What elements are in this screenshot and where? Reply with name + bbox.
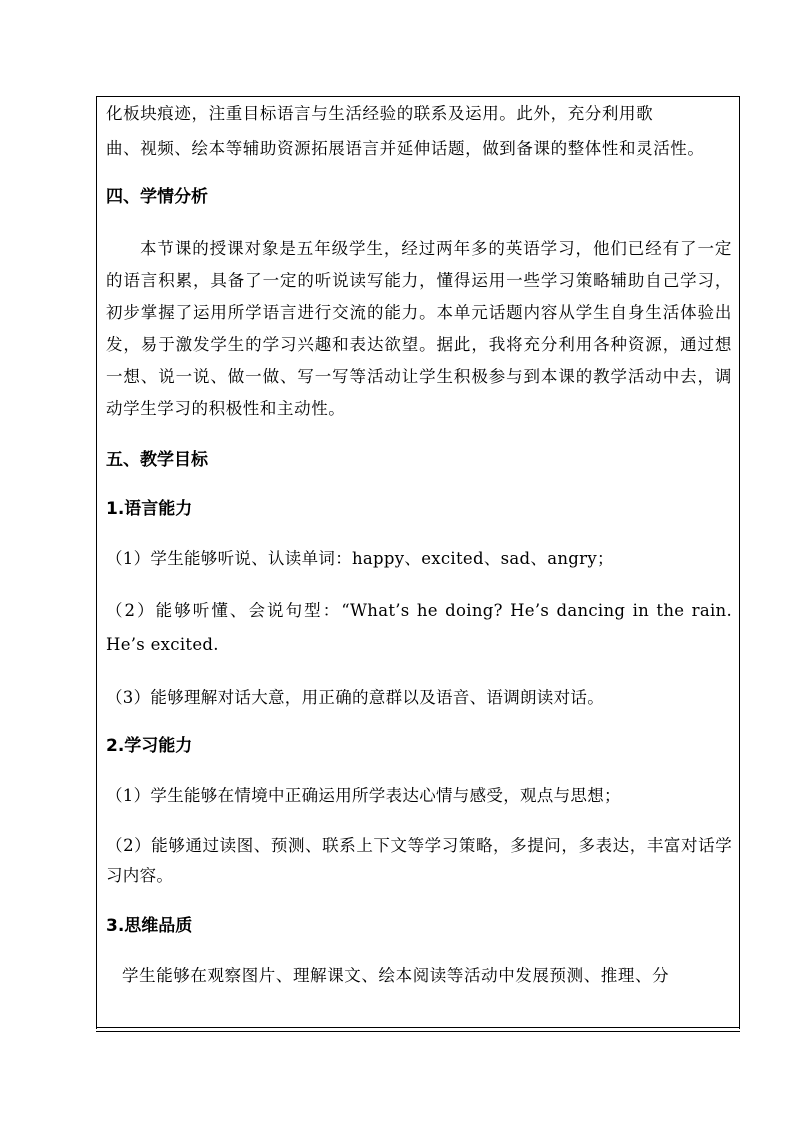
objective-learning-1: （1）学生能够在情境中正确运用所学表达心情与感受，观点与思想； — [106, 786, 621, 805]
intro-paragraph: 曲、视频、绘本等辅助资源拓展语言并延伸话题，做到备课的整体性和灵活性。 — [106, 139, 705, 158]
subheading-thinking-quality: 3.思维品质 — [106, 916, 193, 936]
subheading-language-ability: 1.语言能力 — [106, 499, 193, 519]
objective-language-3: （3）能够理解对话大意，用正确的意群以及语音、语调朗读对话。 — [106, 688, 604, 707]
objective-language-2: （2）能够听懂、会说句型：“What’s he doing? He’s dancing in the rain. He’s excited. — [106, 601, 732, 654]
table-bottom-rule-double — [96, 1031, 740, 1032]
subheading-learning-ability: 2.学习能力 — [106, 736, 193, 756]
table-bottom-rule — [96, 1027, 740, 1028]
objective-learning-2: （2）能够通过读图、预测、联系上下文等学习策略，多提问，多表达，丰富对话学习内容。 — [106, 836, 732, 885]
intro-line-1: 化板块痕迹，注重目标语言与生活经验的联系及运用。此外，充分利用歌 — [106, 104, 654, 123]
thinking-quality-paragraph: 学生能够在观察图片、理解课文、绘本阅读等活动中发展预测、推理、分 — [122, 966, 670, 985]
section-heading-learner-analysis: 四、学情分析 — [106, 187, 208, 207]
learner-analysis-paragraph: 本节课的授课对象是五年级学生，经过两年多的英语学习，他们已经有了一定的语言积累，具备了一定的听说读写能力，懂得运用一些学习策略辅助自己学习，初步掌握了运用所学语言进行交流的能力。本单元话题内容从学生自身生活体验出发，易于激发学生的学习兴趣和表达欲望。据此，我将充分利用各种资源，通过想一想、说一说、做一做、写一写等活动让学生积极参与到本课的教学活动中去，调动学生学习的积极性和主动性。 — [106, 239, 732, 418]
document-body — [106, 100, 732, 989]
section-heading-teaching-objectives: 五、教学目标 — [106, 450, 208, 470]
objective-language-1: （1）学生能够听说、认读单词：happy、excited、sad、angry； — [106, 549, 614, 568]
